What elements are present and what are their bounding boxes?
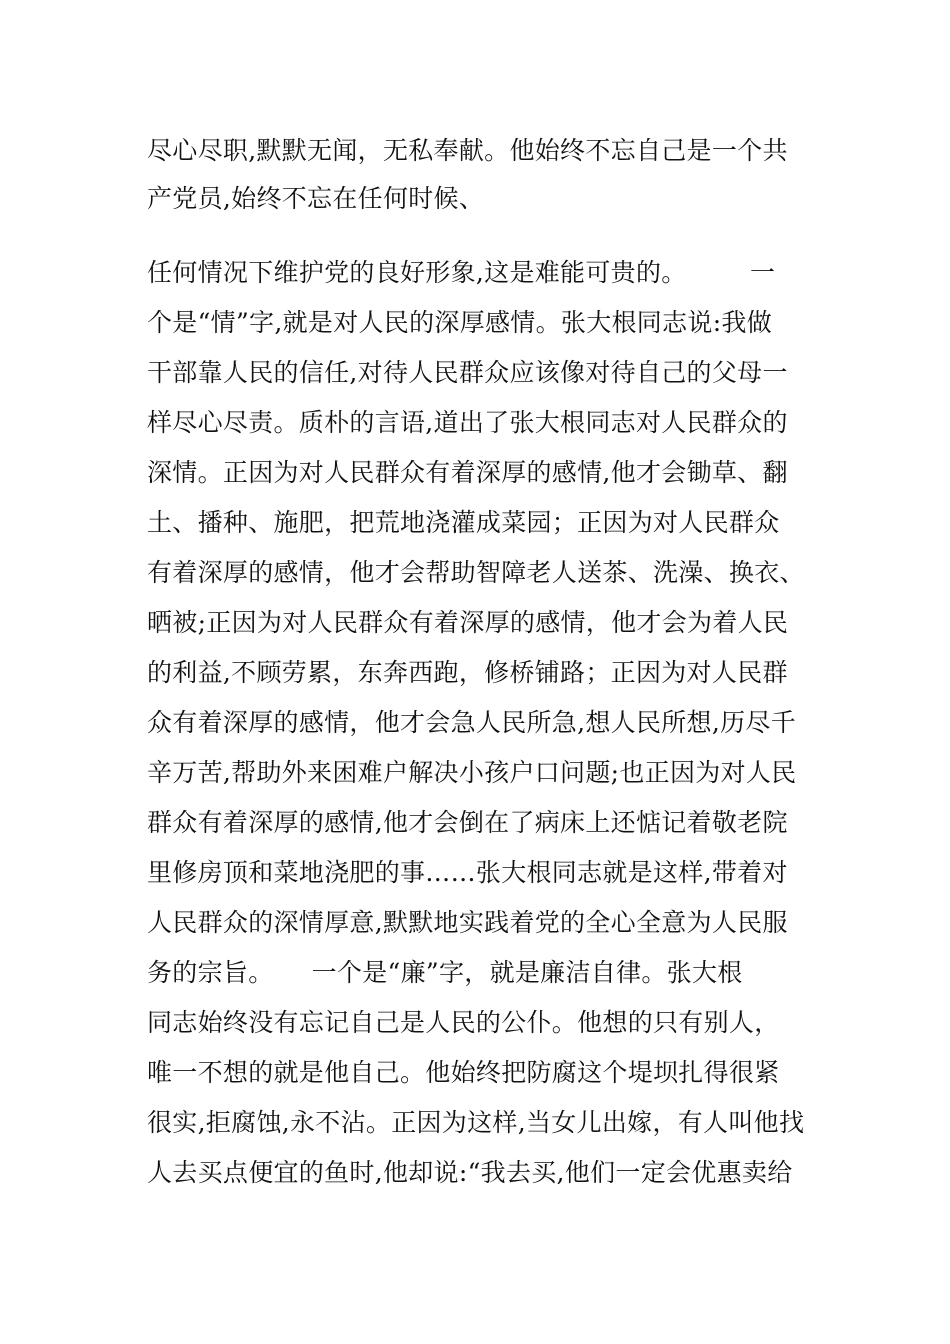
text-line: 同志始终没有忘记自己是人民的公仆。他想的只有别人，: [147, 1008, 780, 1037]
text-line: 人民群众的深情厚意,默默地实践着党的全心全意为人民服: [147, 908, 788, 937]
text-line: 很实,拒腐蚀,永不沾。正因为这样,当女儿出嫁，有人叫他找: [147, 1108, 805, 1137]
text-line: 里修房顶和菜地浇肥的事……张大根同志就是这样,带着对: [147, 858, 788, 887]
text-line: 辛万苦,帮助外来困难户解决小孩户口问题;也正因为对人民: [147, 758, 797, 787]
text-line: 产党员,始终不忘在任何时候、: [147, 184, 485, 213]
text-line: 务的宗旨。 一个是“廉”字，就是廉洁自律。张大根: [147, 958, 743, 987]
text-line: 尽心尽职,默默无闻，无私奉献。他始终不忘自己是一个共: [147, 136, 788, 165]
text-line: 的利益,不顾劳累，东奔西跑，修桥铺路；正因为对人民群: [147, 658, 788, 687]
text-line: 唯一不想的就是他自己。他始终把防腐这个堤坝扎得很紧: [147, 1058, 780, 1087]
text-line: 个是“情”字,就是对人民的深厚感情。张大根同志说:我做: [147, 308, 773, 337]
text-line: 人去买点便宜的鱼时,他却说:“我去买,他们一定会优惠卖给: [147, 1158, 793, 1187]
text-line: 土、播种、施肥，把荒地浇灌成菜园；正因为对人民群众: [147, 508, 780, 537]
text-line: 任何情况下维护党的良好形象,这是难能可贵的。 一: [147, 258, 776, 287]
text-line: 深情。正因为对人民群众有着深厚的感情,他才会锄草、翻: [147, 458, 788, 487]
text-line: 样尽心尽责。质朴的言语,道出了张大根同志对人民群众的: [147, 408, 788, 437]
text-line: 有着深厚的感情，他才会帮助智障老人送茶、洗澡、换衣、: [147, 558, 805, 587]
text-line: 群众有着深厚的感情,他才会倒在了病床上还惦记着敬老院: [147, 808, 788, 837]
text-line: 干部靠人民的信任,对待人民群众应该像对待自己的父母一: [147, 358, 788, 387]
text-line: 众有着深厚的感情，他才会急人民所急,想人民所想,历尽千: [147, 708, 796, 737]
text-line: 晒被;正因为对人民群众有着深厚的感情，他才会为着人民: [147, 608, 789, 637]
